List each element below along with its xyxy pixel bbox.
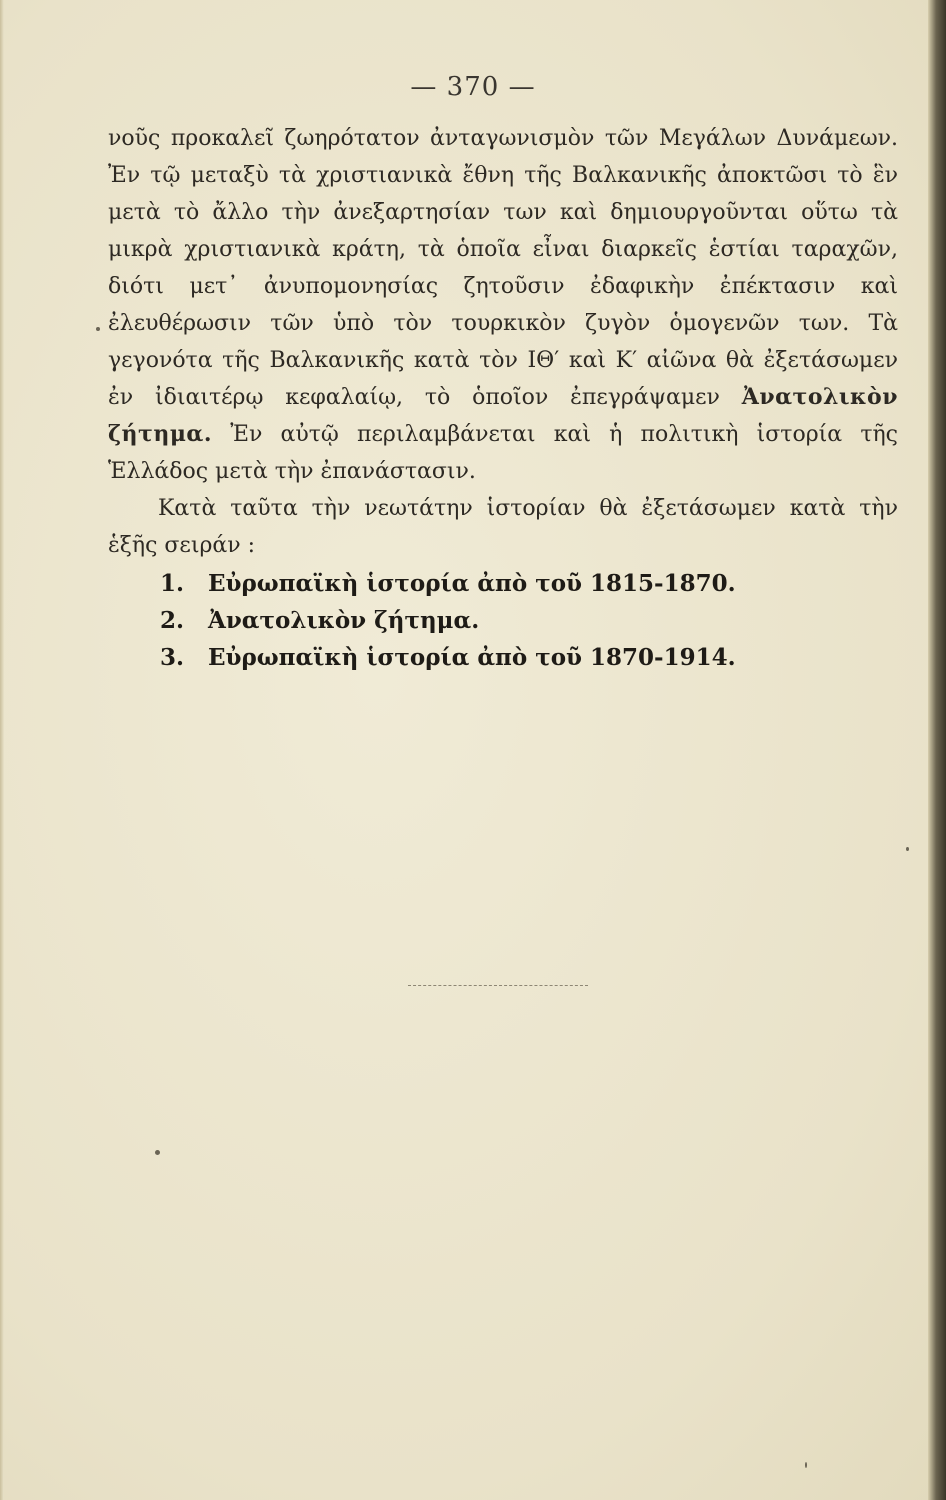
list-item-number: 3. (160, 644, 185, 671)
list-item-number: 1. (160, 570, 185, 597)
paper-speck (906, 847, 909, 851)
end-ornament-line (408, 985, 588, 986)
page-binding-shadow (928, 0, 946, 1500)
list-item-number: 2. (160, 607, 185, 634)
page-number: — 370 — (410, 72, 536, 102)
bold-chapter-title: Ἀνατολικὸν ζήτημα. (108, 384, 898, 447)
paper-speck (96, 327, 100, 331)
list-item-text: Εὐρωπαϊκὴ ἱστορία ἀπὸ τοῦ 1870-1914. (208, 644, 736, 671)
ordered-list (160, 565, 900, 676)
main-text (108, 120, 898, 564)
page-left-edge (0, 0, 4, 1500)
paragraph-1 (108, 120, 898, 490)
list-item (160, 639, 900, 676)
list-item (160, 565, 900, 602)
paragraph-1-text: νοῦς προκαλεῖ ζωηρότατον ἀνταγωνισμὸν τῶν Μεγάλων Δυνάμεων. Ἐν τῷ μεταξὺ τὰ χριστιανικὰ ἔθνη τῆς Βαλκανικῆς ἀποκτῶσι τὸ ἓν μετὰ τὸ ἄλλο τὴν ἀνεξαρτησίαν των καὶ δημιουργοῦνται οὕτω τὰ μικρὰ χριστιανικὰ κράτη, τὰ ὁποῖα εἶναι διαρκεῖς ἑστίαι ταραχῶν, διότι μετ᾽ ἀνυπομονησίας ζητοῦσιν ἐδαφικὴν ἐπέκτασιν καὶ ἐλευθέρωσιν τῶν ὑπὸ τὸν τουρκικὸν ζυγὸν ὁμογενῶν των. Τὰ γεγονότα τῆς Βαλκανικῆς κατὰ τὸν ΙΘ′ καὶ Κ′ αἰῶνα θὰ ἐξετάσωμεν ἐν ἰδιαιτέρῳ κεφαλαίῳ, τὸ ὁποῖον ἐπεγράψαμεν (108, 126, 898, 410)
list-item (160, 602, 900, 639)
paragraph-2: Κατὰ ταῦτα τὴν νεωτάτην ἱστορίαν θὰ ἐξετάσωμεν κατὰ τὴν ἑξῆς σειράν : (108, 496, 898, 558)
list-item-text: Εὐρωπαϊκὴ ἱστορία ἀπὸ τοῦ 1815-1870. (208, 570, 736, 597)
paper-speck (155, 1150, 160, 1155)
paragraph-1-tail: Ἐν αὐτῷ περιλαμβάνεται καὶ ἡ πολιτικὴ ἱστορία τῆς Ἑλλάδος μετὰ τὴν ἐπανάστασιν. (108, 422, 898, 484)
paper-speck (805, 1462, 807, 1468)
list-item-text: Ἀνατολικὸν ζήτημα. (208, 607, 480, 634)
